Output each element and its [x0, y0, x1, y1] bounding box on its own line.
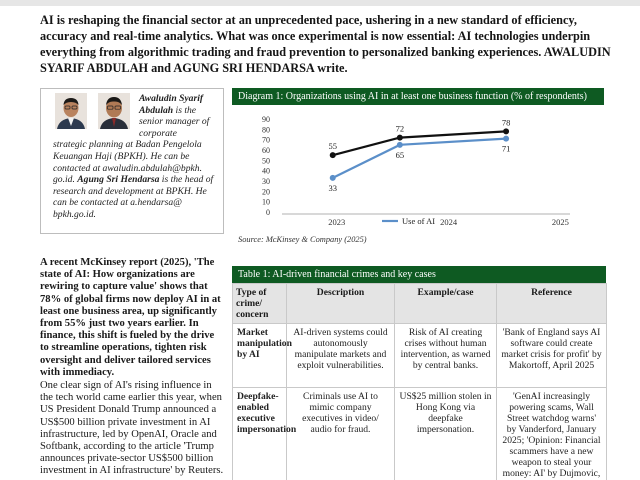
data-label: 71 — [501, 143, 511, 154]
cell-reference: 'Bank of England says AI software could create market crisis for profit' by Makortoff, April 2025 — [497, 324, 607, 388]
cell-example: US$25 million stolen in Hong Kong via deepfake impersonation. — [395, 388, 497, 480]
y-tick-label: 70 — [262, 135, 270, 145]
data-point — [503, 128, 509, 134]
y-tick-label: 20 — [262, 187, 270, 197]
x-tick-label: 2025 — [551, 217, 569, 227]
data-point — [397, 142, 403, 148]
cell-type: Deepfake-enabled executive impersonation — [233, 388, 287, 480]
y-tick-label: 50 — [262, 156, 270, 166]
body-paragraph-1: A recent McKinsey report (2025), 'The state of AI: How organizations are rewiring to capture value' shows that 78% of global firms now deploy AI in at least one business area, up significantly from 55% just two years earlier. In finance, this shift is fueled by the drive to streamline operations, tighten risk oversight and deliver tailored services with immediacy. — [40, 257, 221, 378]
cell-example: Risk of AI creating crises without human intervention, as warned by central banks. — [395, 324, 497, 388]
data-point — [330, 152, 336, 158]
data-point — [330, 175, 336, 181]
header-example: Example/case — [395, 284, 497, 324]
series-line-1 — [333, 139, 506, 178]
data-label: 33 — [328, 182, 337, 193]
table-row — [233, 388, 607, 480]
data-label: 72 — [395, 123, 405, 134]
crimes-table — [232, 283, 607, 480]
author-bio — [53, 93, 219, 221]
y-tick-label: 10 — [262, 197, 270, 207]
cell-reference: 'GenAI increasingly powering scams, Wall Street watchdog warns' by Vanderford, January 2025; 'Opinion: Financial scammers have a new weapon to steal your money: AI' by Dujmovic, — [497, 388, 607, 480]
author-bio-2: is the head of research and development at BPKH. He can be contacted at a.hendarsa@ bpkh.go.id. — [53, 174, 214, 220]
header-type: Type of crime/ concern — [233, 284, 287, 324]
header-reference: Reference — [497, 284, 607, 324]
financial-crimes-table — [232, 266, 606, 480]
data-point — [503, 136, 509, 142]
data-point — [397, 135, 403, 141]
table-header-row — [233, 284, 607, 324]
y-tick-label: 0 — [266, 208, 270, 217]
cell-description: AI-driven systems could autonomously manipulate markets and exploit vulnerabilities. — [287, 324, 395, 388]
ai-adoption-line-chart — [232, 105, 604, 233]
body-paragraph-2: One clear sign of AI's rising influence in the tech world came earlier this year, when US President Donald Trump announced a US$500 billion private investment in AI infrastructure, led by OpenAI, Oracle and Softbank, according to the article 'Trump announces private-sector US$500 billion investment in AI infrastructure' by Reuters. — [40, 380, 224, 477]
author-bio-lead: is the senior manager of corporate — [139, 104, 210, 139]
data-label: 55 — [328, 141, 337, 152]
table-title: Table 1: AI-driven financial crimes and key cases — [232, 266, 606, 283]
y-tick-label: 60 — [262, 146, 270, 155]
diagram-title: Diagram 1: Organizations using AI in at least one business function (% of respondents) — [232, 88, 604, 105]
y-tick-label: 40 — [262, 166, 270, 176]
y-tick-label: 30 — [262, 177, 270, 186]
author-name-agung: Agung Sri Hendarsa — [77, 174, 160, 186]
author-name-awaludin: Awaludin Syarif Abdulah — [139, 93, 204, 116]
diagram-source: Source: McKinsey & Company (2025) — [238, 235, 367, 244]
cell-type: Market manipulation by AI — [233, 324, 287, 388]
article-standfirst: AI is reshaping the financial sector at an unprecedented pace, ushering in a new standard of efficiency, accuracy and real-time analytics. What was once experimental is now essential: AI technologies underpin everything from algorithmic trading and fraud prevention to personalized banking experiences. AWALUDIN SYARIF ABDULAH and AGUNG SRI HENDARSA write. — [40, 13, 611, 75]
author-bio-1: strategic planning at Badan Pengelola Keuangan Haji (BPKH). He can be contacted at awaludin.abdulah@bpkh. go.id. — [53, 139, 202, 186]
legend-label: Use of AI — [402, 216, 436, 226]
x-tick-label: 2023 — [328, 217, 346, 227]
x-tick-label: 2024 — [440, 217, 458, 227]
header-description: Description — [287, 284, 395, 324]
cell-description: Criminals use AI to mimic company executives in video/ audio for fraud. — [287, 388, 395, 480]
table-row — [233, 324, 607, 388]
y-tick-label: 80 — [262, 125, 270, 135]
author-box — [40, 88, 224, 234]
data-label: 65 — [395, 149, 405, 160]
data-label: 78 — [501, 117, 511, 128]
ai-adoption-diagram — [232, 88, 604, 248]
top-divider — [0, 0, 640, 6]
y-tick-label: 90 — [262, 115, 270, 124]
